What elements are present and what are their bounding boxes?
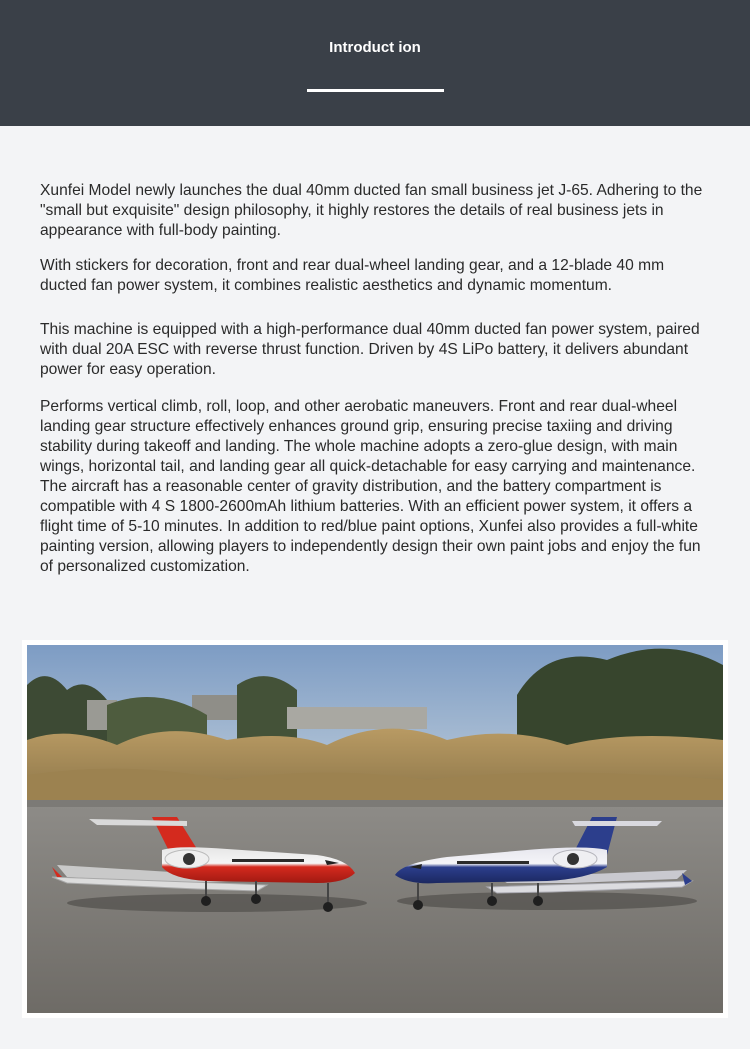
section-title: Introduct ion	[329, 39, 421, 56]
intro-paragraph-4: Performs vertical climb, roll, loop, and other aerobatic maneuvers. Front and rear dual-wheel landing gear structure effectively enhances ground grip, ensuring precise taxiing and driving stability during takeoff and landing. The whole machine adopts a zero-glue design, with main wings, horizontal tail, and landing gear all quick-detachable for easy carrying and maintenance. The aircraft has a reasonable center of gravity distribution, and the battery compartment is compatible with 4 S 1800-2600mAh lithium batteries. With an efficient power system, it offers a flight time of 5-10 minutes. In addition to red/blue paint options, Xunfei also provides a full-white painting version, allowing players to independently design their own paint jobs and enjoy the fun of personalized customization.	[40, 398, 701, 575]
intro-paragraph-1: Xunfei Model newly launches the dual 40mm ducted fan small business jet J-65. Adhering to the "small but exquisite" design philosophy, it highly restores the details of real business jets in appearance with full-body painting.	[40, 182, 703, 239]
product-photo	[27, 645, 723, 1013]
intro-paragraph-3: This machine is equipped with a high-performance dual 40mm ducted fan power system, paired with dual 20A ESC with reverse thrust function. Driven by 4S LiPo battery, it delivers abundant power for easy operation.	[40, 321, 700, 378]
intro-paragraph-2: With stickers for decoration, front and rear dual-wheel landing gear, and a 12-blade 40 mm ducted fan power system, it combines realistic aesthetics and dynamic momentum.	[40, 257, 665, 294]
title-underline	[307, 89, 444, 92]
product-photo-frame	[22, 640, 728, 1018]
page-header	[0, 0, 750, 126]
